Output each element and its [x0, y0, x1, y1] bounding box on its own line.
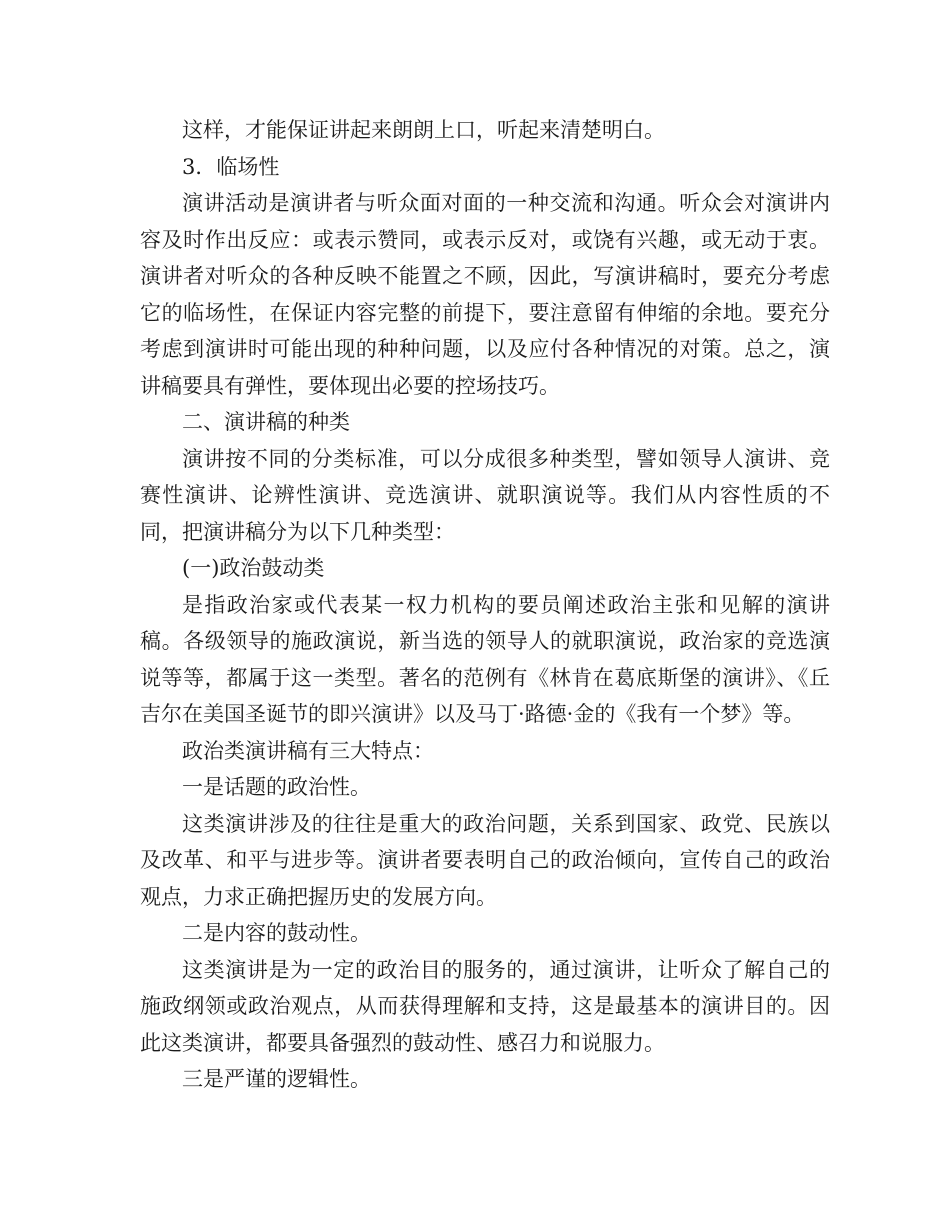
subsection-heading-political: (一)政治鼓动类 — [182, 556, 325, 580]
paragraph-political-features: 政治类演讲稿有三大特点： — [182, 738, 434, 763]
feature-heading-3: 三是严谨的逻辑性。 — [182, 1067, 371, 1091]
document-page — [140, 112, 830, 1098]
feature-heading-2: 二是内容的鼓动性。 — [182, 921, 371, 945]
paragraph-political-body: 是指政治家或代表某一权力机构的要员阐述政治主张和见解的演讲稿。各级领导的施政演说，新当选的领导人的就职演说，政治家的竞选演说等等，都属于这一类型。著名的范例有《林肯在葛底斯堡的演讲》、《丘吉尔在美国圣诞节的即兴演讲》以及马丁·路德·金的《我有一个梦》等。 — [140, 592, 830, 726]
section-heading-types: 二、演讲稿的种类 — [182, 410, 350, 434]
feature-heading-1: 一是话题的政治性。 — [182, 775, 371, 799]
paragraph-feature-1-body: 这类演讲涉及的往往是重大的政治问题，关系到国家、政党、民族以及改革、和平与进步等。演讲者要表明自己的政治倾向，宣传自己的政治观点，力求正确把握历史的发展方向。 — [140, 811, 830, 909]
section-heading-impromptu: 3．临场性 — [182, 154, 280, 179]
paragraph-continuation: 这样，才能保证讲起来朗朗上口，听起来清楚明白。 — [182, 118, 665, 142]
paragraph-impromptu-body: 演讲活动是演讲者与听众面对面的一种交流和沟通。听众会对演讲内容及时作出反应：或表示赞同，或表示反对，或饶有兴趣，或无动于衷。演讲者对听众的各种反映不能置之不顾，因此，写演讲稿时，要充分考虑它的临场性，在保证内容完整的前提下，要注意留有伸缩的余地。要充分考虑到演讲时可能出现的种种问题，以及应付各种情况的对策。总之，演讲稿要具有弹性，要体现出必要的控场技巧。 — [140, 191, 830, 398]
paragraph-feature-2-body: 这类演讲是为一定的政治目的服务的，通过演讲，让听众了解自己的施政纲领或政治观点，从而获得理解和支持，这是最基本的演讲目的。因此这类演讲，都要具备强烈的鼓动性、感召力和说服力。 — [140, 957, 830, 1055]
paragraph-types-body: 演讲按不同的分类标准，可以分成很多种类型，譬如领导人演讲、竞赛性演讲、论辨性演讲、竞选演讲、就职演说等。我们从内容性质的不同，把演讲稿分为以下几种类型： — [140, 446, 830, 544]
